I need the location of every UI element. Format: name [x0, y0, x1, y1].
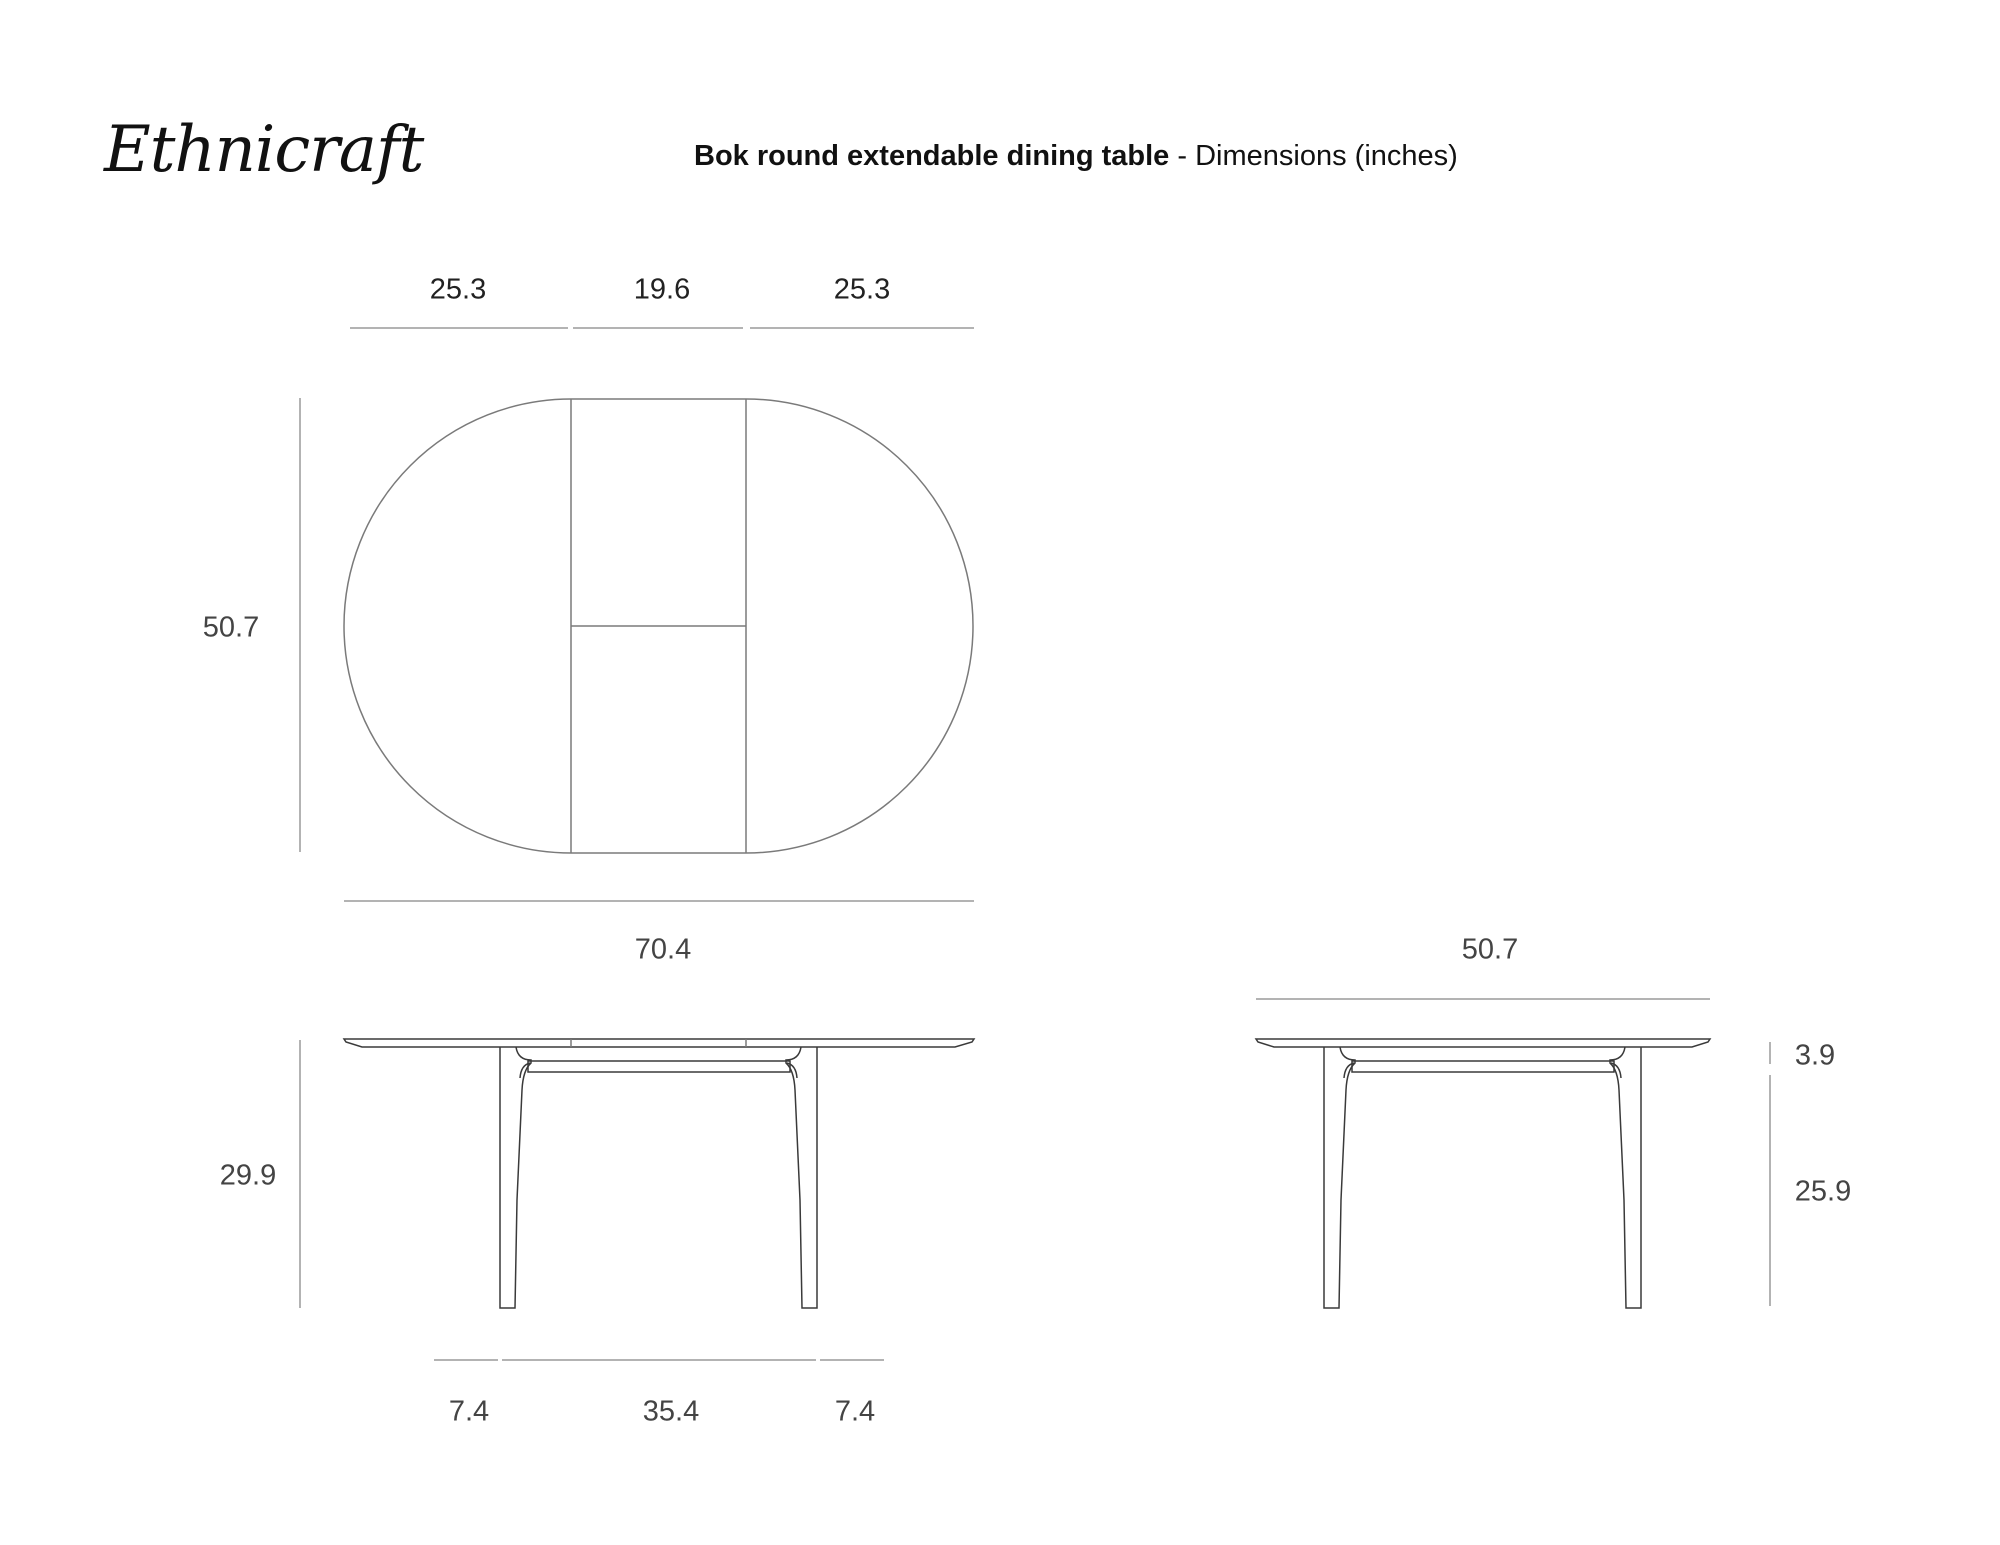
front-tabletop — [344, 1039, 974, 1047]
front-leg-right — [786, 1047, 817, 1308]
dim-leg-height: 25.9 — [1794, 1175, 1852, 1208]
side-tabletop — [1256, 1039, 1710, 1047]
dim-overhang-left: 7.4 — [448, 1395, 490, 1428]
side-leg-left — [1324, 1047, 1355, 1308]
dim-leg-span: 35.4 — [642, 1395, 700, 1428]
dim-leaf-middle: 19.6 — [633, 273, 691, 306]
side-leg-right — [1610, 1047, 1641, 1308]
side-apron — [1352, 1061, 1614, 1072]
dim-depth: 50.7 — [202, 611, 260, 644]
dim-total-length: 70.4 — [634, 933, 692, 966]
dim-overhang-right: 7.4 — [834, 1395, 876, 1428]
title-subtitle: Dimensions (inches) — [1195, 140, 1458, 172]
dim-leaf-right: 25.3 — [833, 273, 891, 306]
dim-side-width: 50.7 — [1461, 933, 1519, 966]
brand-logo: Ethnicraft — [104, 113, 424, 187]
title-separator: - — [1169, 140, 1196, 172]
dim-top-thickness: 3.9 — [1794, 1039, 1836, 1072]
dim-front-height: 29.9 — [219, 1159, 277, 1192]
front-leg-left — [500, 1047, 531, 1308]
front-apron — [528, 1061, 790, 1072]
dim-leaf-left: 25.3 — [429, 273, 487, 306]
product-name: Bok round extendable dining table — [694, 140, 1170, 172]
